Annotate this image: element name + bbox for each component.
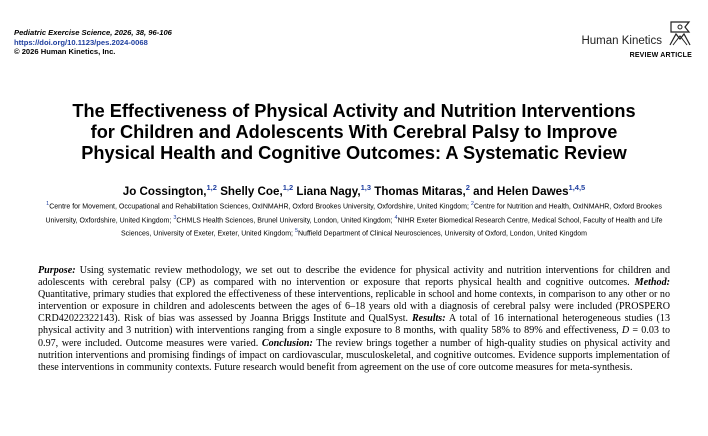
results-label: Results:	[411, 313, 446, 325]
method-text: Quantitative, primary studies that explored the effectiveness of these interventions, replicable in school and home contexts, in comparison to any other or no intervention or exposure in children and adolescents between the ages of 6–18 years old with a diagnosis of cerebral palsy were included (PROSPERO CRD42022322143). Risk of bias was assessed by Joanna Briggs Institute and QualSyst.	[38, 289, 670, 325]
author-affiliation-ref: 1,2	[282, 183, 294, 192]
journal-header	[14, 28, 172, 57]
article-title	[0, 101, 708, 163]
author-affiliation-ref: 1,3	[360, 183, 372, 192]
author-name: and Helen Dawes	[473, 184, 569, 198]
affiliation-text: CHMLS Health Sciences, Brunel University, London, United Kingdom;	[176, 217, 393, 225]
author-name: Thomas Mitaras,	[374, 184, 466, 198]
affiliation-text: Centre for Movement, Occupational and Rehabilitation Sciences, OxINMAHR, Oxford Brookes University, Oxfordshire, United Kingdom;	[49, 203, 469, 211]
author-affiliation-ref: 2	[465, 183, 470, 192]
copyright-notice: © 2026 Human Kinetics, Inc.	[14, 47, 116, 57]
author-name: Jo Cossington,	[122, 184, 207, 198]
results-text: = 0.03 to 0.97, were included. Outcome measures were varied.	[38, 325, 670, 349]
conclusion-label: Conclusion:	[261, 337, 313, 349]
author-affiliation-ref: 1,2	[206, 183, 217, 192]
affiliation-number: 5	[294, 228, 298, 235]
author-list	[0, 183, 708, 198]
title-line: The Effectiveness of Physical Activity and Nutrition Interventions	[72, 101, 636, 121]
author-affiliation-ref: 1,4,5	[568, 183, 586, 192]
affiliation-number: 3	[173, 214, 177, 221]
article-type-label: REVIEW ARTICLE	[629, 52, 692, 59]
affiliations	[30, 199, 678, 240]
publisher-name: Human Kinetics	[581, 35, 662, 47]
doi-link[interactable]: https://doi.org/10.1123/pes.2024-0068	[14, 37, 148, 47]
purpose-label: Purpose:	[38, 265, 76, 276]
affiliation-text: Centre for Nutrition and Health, OxINMAHR, Oxford Brookes University, Oxfordshire, United Kingdom;	[45, 203, 662, 225]
affiliation-number: 4	[394, 214, 398, 221]
abstract	[38, 265, 670, 374]
affiliation-text: NIHR Exeter Biomedical Research Centre, Medical School, Faculty of Health and Life Sciences, University of Exeter, Exeter, United Kingdom;	[121, 217, 663, 238]
method-label: Method:	[634, 277, 670, 289]
author-name: Shelly Coe,	[220, 184, 283, 198]
results-text: A total of 16 international heterogeneous studies (13 physical activity and 3 nutrition) with interventions ranging from a single exposure to 8 months, with quality 58% to 89% and effectiveness,	[38, 313, 670, 337]
author-name: Liana Nagy,	[296, 184, 361, 198]
conclusion-text: The review brings together a number of high-quality studies on physical activity and nutrition interventions and promising findings of impact on cardiovascular, musculoskeletal, and cognitive outcomes. Evidence supports implementation of these interventions in community contexts. Future research would benefit from agreement on the use of core outcome measures for meta-synthesis.	[38, 337, 670, 373]
journal-citation: Pediatric Exercise Science, 2026, 38, 96-106	[14, 28, 172, 37]
affiliation-number: 2	[470, 201, 474, 207]
publisher-block	[532, 20, 692, 62]
affiliation-number: 1	[46, 201, 50, 207]
title-line: Physical Health and Cognitive Outcomes: A Systematic Review	[81, 142, 627, 163]
effect-size-symbol: D	[621, 325, 630, 337]
purpose-text: Using systematic review methodology, we set out to describe the evidence for physical activity and nutrition interventions for children and adolescents with cerebral palsy (CP) as compared with no intervention or exposure that reports physical health and cognitive outcomes.	[38, 265, 670, 289]
human-kinetics-logo-icon	[668, 20, 692, 51]
affiliation-text: Nuffield Department of Clinical Neurosciences, University of Oxford, London, United Kingdom	[298, 230, 587, 238]
title-line: for Children and Adolescents With Cerebral Palsy to Improve	[90, 121, 618, 142]
